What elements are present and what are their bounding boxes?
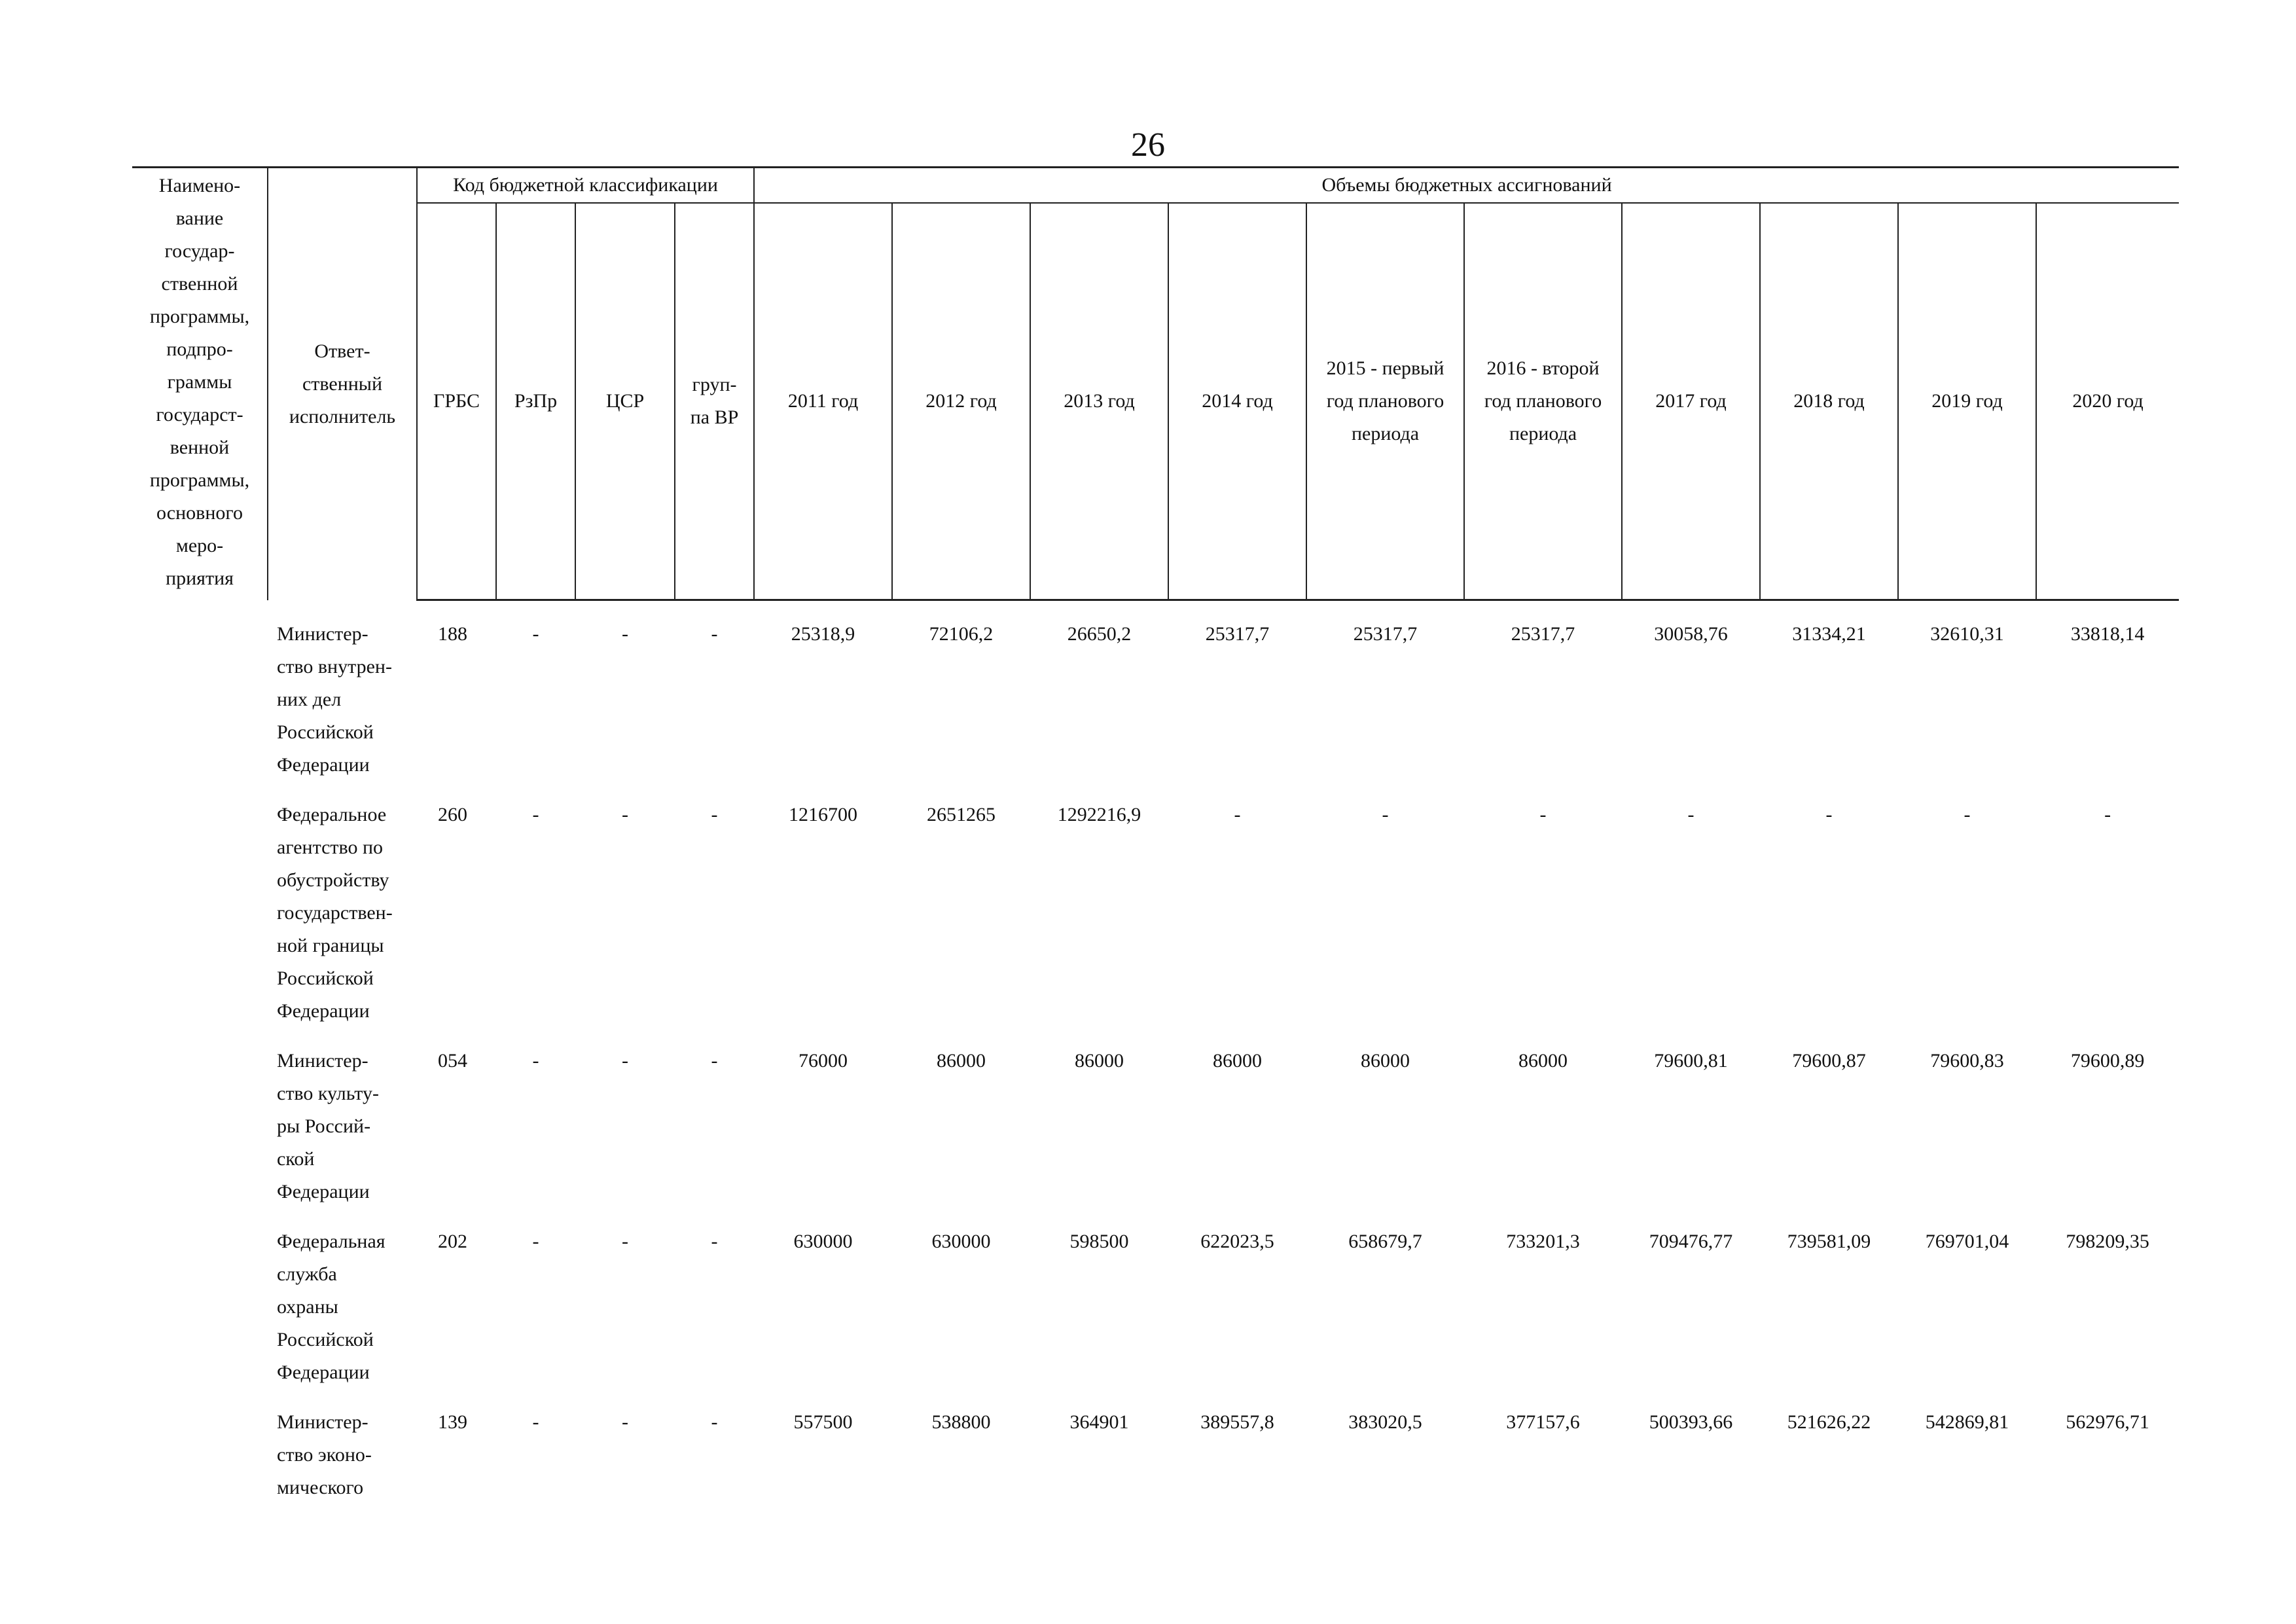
value-cell: 769701,04 (1925, 1231, 2009, 1252)
header-allocations-group: Объемы бюджетных ассигнований (754, 168, 2179, 204)
header-year-0: 2011 год (754, 203, 892, 600)
grbs-cell: 202 (438, 1231, 467, 1252)
executor-cell: Федеральная служба охраны Российской Федерации (277, 1231, 386, 1383)
value-cell: 622023,5 (1200, 1231, 1274, 1252)
value-cell: 33818,14 (2070, 623, 2145, 645)
value-cell: 72106,2 (929, 623, 994, 645)
table-row (132, 1045, 2179, 1225)
csr-cell: - (622, 623, 628, 645)
program-name-cell (132, 799, 268, 1045)
rzpr-cell: - (532, 804, 539, 825)
table-row (132, 618, 2179, 799)
value-cell: - (2104, 804, 2111, 825)
header-year-6: 2017 год (1622, 203, 1760, 600)
executor-cell: Министер- ство культу- ры Россий- ской Федерации (277, 1050, 379, 1202)
value-cell: 798209,35 (2066, 1231, 2149, 1252)
rzpr-cell: - (532, 1050, 539, 1072)
program-name-cell (132, 1045, 268, 1225)
vr-cell: - (711, 804, 718, 825)
header-grbs: ГРБС (417, 203, 496, 600)
value-cell: 31334,21 (1792, 623, 1866, 645)
header-year-2: 2013 год (1030, 203, 1168, 600)
value-cell: 32610,31 (1930, 623, 2004, 645)
csr-cell: - (622, 1411, 628, 1433)
value-cell: 1292216,9 (1057, 804, 1141, 825)
value-cell: 79600,81 (1654, 1050, 1728, 1072)
value-cell: 658679,7 (1348, 1231, 1422, 1252)
value-cell: 500393,66 (1649, 1411, 1733, 1433)
executor-cell: Министер- ство эконо- мического (277, 1411, 372, 1498)
value-cell: 557500 (793, 1411, 853, 1433)
value-cell: 25318,9 (791, 623, 855, 645)
value-cell: 538800 (931, 1411, 991, 1433)
value-cell: - (1539, 804, 1547, 825)
table-row (132, 799, 2179, 1045)
csr-cell: - (622, 1231, 628, 1252)
value-cell: 598500 (1069, 1231, 1129, 1252)
csr-cell: - (622, 1050, 628, 1072)
value-cell: 377157,6 (1506, 1411, 1580, 1433)
header-vr-group: груп- па ВР (675, 203, 754, 600)
header-csr: ЦСР (575, 203, 675, 600)
table-row (132, 1225, 2179, 1406)
rzpr-cell: - (532, 623, 539, 645)
value-cell: - (1234, 804, 1241, 825)
vr-cell: - (711, 1231, 718, 1252)
value-cell: - (1687, 804, 1695, 825)
vr-cell: - (711, 1411, 718, 1433)
program-name-cell (132, 1406, 268, 1521)
page-number: 26 (1131, 126, 1165, 164)
value-cell: 79600,83 (1930, 1050, 2004, 1072)
value-cell: 364901 (1069, 1411, 1129, 1433)
value-cell: 2651265 (927, 804, 996, 825)
value-cell: 86000 (1361, 1050, 1410, 1072)
value-cell: - (1825, 804, 1833, 825)
header-year-4: 2015 - первый год планового периода (1306, 203, 1464, 600)
value-cell: 1216700 (789, 804, 858, 825)
value-cell: 709476,77 (1649, 1231, 1733, 1252)
value-cell: 542869,81 (1925, 1411, 2009, 1433)
grbs-cell: 188 (438, 623, 467, 645)
header-rzpr: РзПр (496, 203, 575, 600)
value-cell: 25317,7 (1205, 623, 1270, 645)
value-cell: 389557,8 (1200, 1411, 1274, 1433)
value-cell: 25317,7 (1353, 623, 1418, 645)
table-row (132, 1406, 2179, 1521)
header-program-name: Наимено- вание государ- ственной программы, подпро- граммы государст- венной программы, основного меро- приятия (132, 168, 268, 600)
value-cell: - (1382, 804, 1389, 825)
value-cell: 86000 (1213, 1050, 1263, 1072)
header-year-1: 2012 год (892, 203, 1030, 600)
value-cell: 76000 (798, 1050, 848, 1072)
grbs-cell: 260 (438, 804, 467, 825)
value-cell: 79600,87 (1792, 1050, 1866, 1072)
vr-cell: - (711, 623, 718, 645)
executor-cell: Министер- ство внутрен- них дел Российской Федерации (277, 623, 392, 776)
value-cell: 383020,5 (1348, 1411, 1422, 1433)
rzpr-cell: - (532, 1231, 539, 1252)
csr-cell: - (622, 804, 628, 825)
value-cell: 733201,3 (1506, 1231, 1580, 1252)
header-year-8: 2019 год (1898, 203, 2036, 600)
value-cell: 86000 (937, 1050, 986, 1072)
rzpr-cell: - (532, 1411, 539, 1433)
header-responsible-executor: Ответ- ственный исполнитель (268, 168, 417, 600)
value-cell: 630000 (931, 1231, 991, 1252)
value-cell: 630000 (793, 1231, 853, 1252)
header-year-3: 2014 год (1168, 203, 1306, 600)
vr-cell: - (711, 1050, 718, 1072)
value-cell: 521626,22 (1787, 1411, 1871, 1433)
value-cell: 26650,2 (1067, 623, 1132, 645)
value-cell: 30058,76 (1654, 623, 1728, 645)
value-cell: 86000 (1075, 1050, 1124, 1072)
header-year-5: 2016 - второй год планового периода (1464, 203, 1622, 600)
grbs-cell: 054 (438, 1050, 467, 1072)
value-cell: 562976,71 (2066, 1411, 2149, 1433)
program-name-cell (132, 1225, 268, 1406)
header-year-9: 2020 год (2036, 203, 2179, 600)
grbs-cell: 139 (438, 1411, 467, 1433)
budget-allocation-table (132, 166, 2179, 1521)
value-cell: 79600,89 (2070, 1050, 2145, 1072)
value-cell: 86000 (1518, 1050, 1568, 1072)
program-name-cell (132, 618, 268, 799)
header-year-7: 2018 год (1760, 203, 1898, 600)
header-budget-code-group: Код бюджетной классификации (417, 168, 754, 204)
value-cell: 25317,7 (1511, 623, 1575, 645)
value-cell: - (1964, 804, 1971, 825)
value-cell: 739581,09 (1787, 1231, 1871, 1252)
executor-cell: Федеральное агентство по обустройству государствен- ной границы Российской Федерации (277, 804, 393, 1022)
